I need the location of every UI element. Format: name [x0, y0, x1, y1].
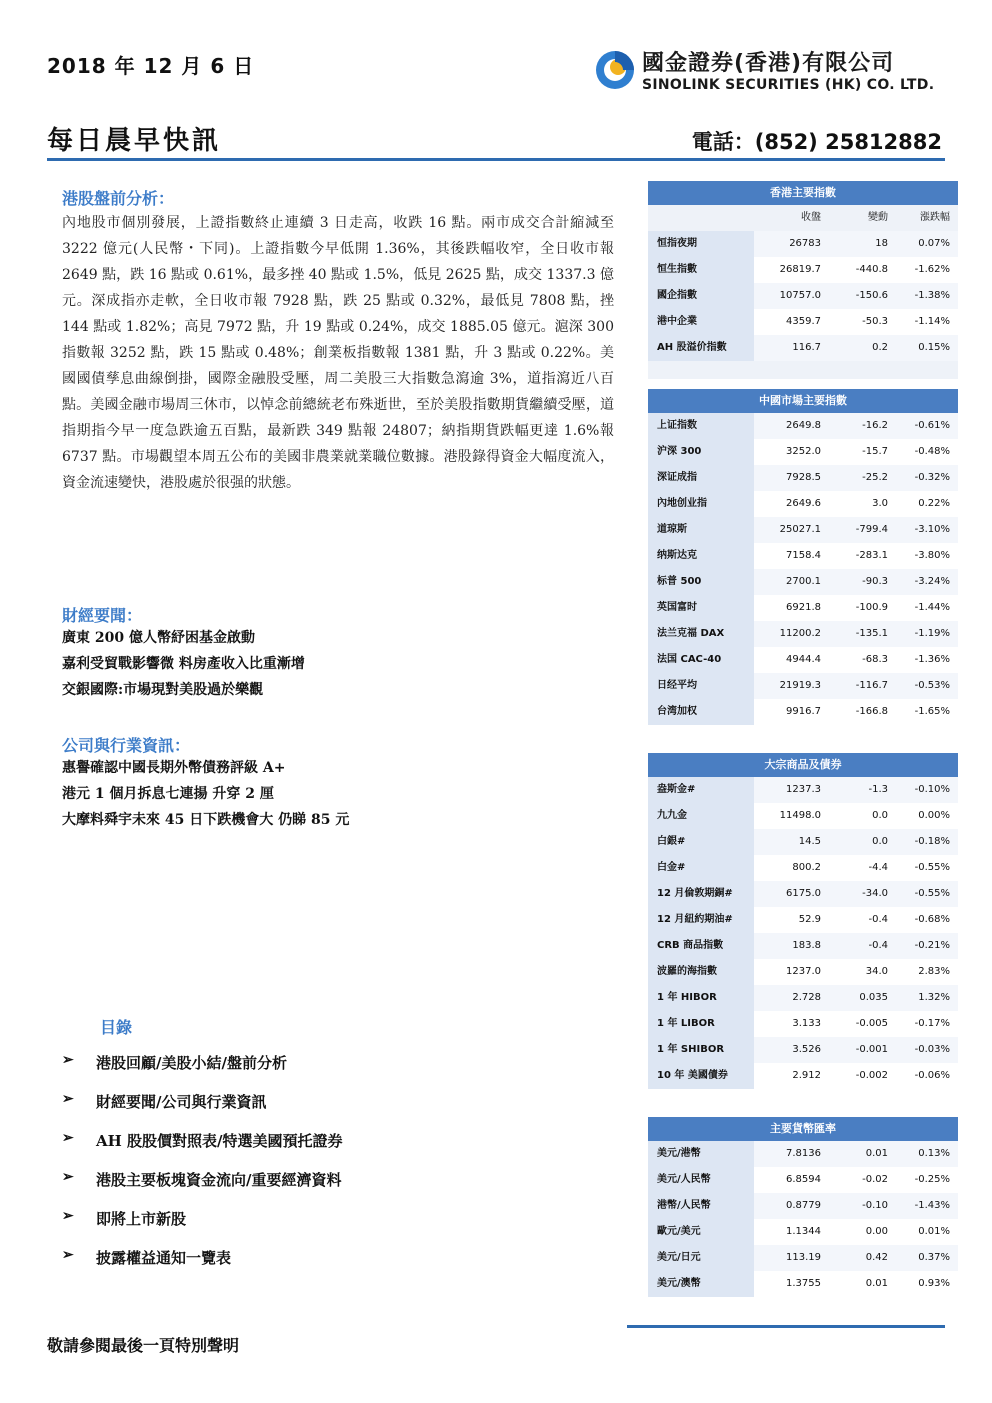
row-change: -4.4	[824, 855, 891, 881]
row-change: -150.6	[824, 283, 891, 309]
row-label: 盎斯金#	[648, 777, 754, 803]
row-pct: -0.18%	[891, 829, 958, 855]
row-pct: -0.68%	[891, 907, 958, 933]
row-close: 1.1344	[754, 1219, 824, 1245]
fx-table	[648, 1117, 958, 1297]
row-pct: -0.17%	[891, 1011, 958, 1037]
row-close: 11498.0	[754, 803, 824, 829]
row-label: 纳斯达克	[648, 543, 754, 569]
row-label: 沪深 300	[648, 439, 754, 465]
finance-news-list	[62, 625, 305, 703]
disclaimer-note[interactable]: 敬請參閱最後一頁特別聲明	[47, 1336, 240, 1355]
table-row	[648, 1167, 958, 1193]
row-close: 2.728	[754, 985, 824, 1011]
row-change: -283.1	[824, 543, 891, 569]
row-label: 1 年 HIBOR	[648, 985, 754, 1011]
row-pct: -0.55%	[891, 855, 958, 881]
table-row	[648, 959, 958, 985]
table-row	[648, 1219, 958, 1245]
table-row	[648, 1063, 958, 1089]
china-index-table-title: 中國市場主要指數	[648, 389, 958, 413]
row-close: 7928.5	[754, 465, 824, 491]
row-close: 26783	[754, 231, 824, 257]
row-close: 4359.7	[754, 309, 824, 335]
row-pct: -1.36%	[891, 647, 958, 673]
row-close: 116.7	[754, 335, 824, 361]
row-change: 0.035	[824, 985, 891, 1011]
table-row	[648, 777, 958, 803]
arrow-bullet-icon: ➢	[62, 1091, 74, 1107]
row-pct: -1.14%	[891, 309, 958, 335]
row-close: 2.912	[754, 1063, 824, 1089]
company-news-item[interactable]: 港元 1 個月拆息七連揚 升穿 2 厘	[62, 786, 274, 802]
row-label: 美元/澳幣	[648, 1271, 754, 1297]
row-pct: -0.61%	[891, 413, 958, 439]
row-label: 12 月紐約期油#	[648, 907, 754, 933]
fx-rows	[648, 1141, 958, 1297]
toc-item-label: 港股回顧/美股小結/盤前分析	[96, 1054, 287, 1072]
column-pct: 漲跌幅	[920, 212, 950, 223]
row-change: -0.10	[824, 1193, 891, 1219]
row-change: 0.01	[824, 1271, 891, 1297]
row-label: 港幣/人民幣	[648, 1193, 754, 1219]
toc-item[interactable]	[62, 1052, 343, 1091]
table-column-header	[648, 205, 958, 231]
row-pct: 2.83%	[891, 959, 958, 985]
row-close: 1237.0	[754, 959, 824, 985]
row-close: 1.3755	[754, 1271, 824, 1297]
row-change: -25.2	[824, 465, 891, 491]
table-row	[648, 543, 958, 569]
table-row	[648, 1271, 958, 1297]
row-close: 10757.0	[754, 283, 824, 309]
row-close: 1237.3	[754, 777, 824, 803]
row-pct: -0.06%	[891, 1063, 958, 1089]
row-close: 14.5	[754, 829, 824, 855]
company-news-item[interactable]: 惠譽確認中國長期外幣債務評級 A+	[62, 760, 286, 776]
row-close: 6.8594	[754, 1167, 824, 1193]
row-pct: -0.55%	[891, 881, 958, 907]
row-label: 道琼斯	[648, 517, 754, 543]
row-change: -0.02	[824, 1167, 891, 1193]
row-change: -799.4	[824, 517, 891, 543]
row-change: 0.00	[824, 1219, 891, 1245]
company-name-cn: 國金證券(香港)有限公司	[642, 51, 895, 76]
table-row	[648, 647, 958, 673]
row-change: -50.3	[824, 309, 891, 335]
table-row	[648, 413, 958, 439]
row-pct: -0.10%	[891, 777, 958, 803]
table-row	[648, 881, 958, 907]
row-close: 4944.4	[754, 647, 824, 673]
row-change: -0.001	[824, 1037, 891, 1063]
row-label: CRB 商品指數	[648, 933, 754, 959]
table-row	[648, 1141, 958, 1167]
table-row	[648, 1193, 958, 1219]
table-row	[648, 1011, 958, 1037]
toc-item-label: 披露權益通知一覽表	[96, 1249, 232, 1267]
hk-index-rows	[648, 231, 958, 361]
finance-news-item[interactable]: 交銀國際:市場現對美股過於樂觀	[62, 682, 264, 698]
row-pct: -1.65%	[891, 699, 958, 725]
row-label: 白金#	[648, 855, 754, 881]
row-pct: -1.62%	[891, 257, 958, 283]
row-change: -16.2	[824, 413, 891, 439]
row-pct: -0.03%	[891, 1037, 958, 1063]
table-row	[648, 933, 958, 959]
hk-analysis-text: 內地股市個別發展，上證指數終止連續 3 日走高，收跌 16 點。兩市成交合計縮減至 3222 億元(人民幣・下同)。上證指數今早低開 1.36%，其後跌幅收窄，全日收市報 2649 點，跌 16 點或 0.61%，最多挫 40 點或 1.5%，低見 2625 點，成交 1337.3 億元。深成指亦走軟，全日收市報 7928 點，跌 25 點或 0.32%，最低見 7808 點，挫 144 點或 1.82%；高見 7972 點，升 19 點或 0.24%，成交 1885.05 億元。滬深 300 指數報 3252 點，跌 15 點或 0.48%；創業板指數報 1381 點，升 3 點或 0.22%。美國國債孳息曲線倒掛，國際金融股受壓，周二美股三大指數急瀉逾 3%，道指瀉近八百點。美國金融市場周三休市，以悼念前總統老布殊逝世，至於美股指數期貨繼續受壓，道指期指今早一度急跌逾五百點，最新跌 349 點報 24807；納指期貨跌幅更達 1.6%報 6737 點。市場觀望本周五公布的美國非農業就業職位數據。港股錄得資金大幅度流入，資金流速變快，港股處於很强的狀態。	[62, 215, 614, 491]
row-label: 美元/人民幣	[648, 1167, 754, 1193]
table-row	[648, 283, 958, 309]
table-row	[648, 1037, 958, 1063]
company-news-item[interactable]: 大摩料舜宇未來 45 日下跌機會大 仍睇 85 元	[62, 812, 350, 828]
toc-item-label: AH 股股價對照表/特選美國預托證券	[96, 1132, 343, 1150]
table-row	[648, 335, 958, 361]
row-pct: 0.07%	[891, 231, 958, 257]
row-pct: -1.43%	[891, 1193, 958, 1219]
row-close: 7.8136	[754, 1141, 824, 1167]
row-pct: 0.93%	[891, 1271, 958, 1297]
finance-news-item[interactable]: 廣東 200 億人幣紓困基金啟動	[62, 630, 255, 646]
row-label: 波羅的海指數	[648, 959, 754, 985]
arrow-bullet-icon: ➢	[62, 1130, 74, 1146]
toc-item[interactable]	[62, 1247, 343, 1286]
arrow-bullet-icon: ➢	[62, 1208, 74, 1224]
row-pct: -3.10%	[891, 517, 958, 543]
row-close: 800.2	[754, 855, 824, 881]
row-change: 34.0	[824, 959, 891, 985]
row-label: 內地创业指	[648, 491, 754, 517]
row-change: 0.42	[824, 1245, 891, 1271]
row-label: 英国富时	[648, 595, 754, 621]
table-row	[648, 985, 958, 1011]
row-change: -0.4	[824, 933, 891, 959]
table-row	[648, 569, 958, 595]
row-close: 183.8	[754, 933, 824, 959]
row-label: 上证指数	[648, 413, 754, 439]
row-close: 3252.0	[754, 439, 824, 465]
table-row	[648, 231, 958, 257]
report-date: 2018 年 12 月 6 日	[47, 54, 255, 78]
commodities-rows	[648, 777, 958, 1089]
table-row	[648, 699, 958, 725]
row-label: 九九金	[648, 803, 754, 829]
table-row	[648, 907, 958, 933]
row-change: -440.8	[824, 257, 891, 283]
finance-news-item[interactable]: 嘉利受貿戰影響微 料房產收入比重漸增	[62, 656, 305, 672]
row-pct: -3.80%	[891, 543, 958, 569]
row-close: 6921.8	[754, 595, 824, 621]
china-index-rows	[648, 413, 958, 725]
row-label: 1 年 LIBOR	[648, 1011, 754, 1037]
company-logo	[595, 46, 955, 98]
china-index-table	[648, 389, 958, 725]
row-close: 3.526	[754, 1037, 824, 1063]
hk-index-table	[648, 181, 958, 379]
toc-item-label: 財經要聞/公司與行業資訊	[96, 1093, 267, 1111]
row-close: 9916.7	[754, 699, 824, 725]
table-row	[648, 803, 958, 829]
arrow-bullet-icon: ➢	[62, 1169, 74, 1185]
row-change: -0.4	[824, 907, 891, 933]
row-change: 0.01	[824, 1141, 891, 1167]
row-label: 台湾加权	[648, 699, 754, 725]
table-row	[648, 621, 958, 647]
row-label: 1 年 SHIBOR	[648, 1037, 754, 1063]
row-change: -34.0	[824, 881, 891, 907]
row-pct: -1.19%	[891, 621, 958, 647]
phone-number: 電話：(852) 25812882	[691, 130, 942, 154]
row-close: 2700.1	[754, 569, 824, 595]
row-close: 2649.8	[754, 413, 824, 439]
row-label: 法国 CAC-40	[648, 647, 754, 673]
row-close: 113.19	[754, 1245, 824, 1271]
row-pct: 0.01%	[891, 1219, 958, 1245]
row-label: 美元/日元	[648, 1245, 754, 1271]
row-label: 美元/港幣	[648, 1141, 754, 1167]
row-close: 21919.3	[754, 673, 824, 699]
row-change: -166.8	[824, 699, 891, 725]
toc-item[interactable]	[62, 1208, 343, 1247]
row-pct: -1.44%	[891, 595, 958, 621]
row-change: 3.0	[824, 491, 891, 517]
row-close: 0.8779	[754, 1193, 824, 1219]
sinolink-logo-icon	[595, 50, 635, 90]
table-row	[648, 829, 958, 855]
row-change: 18	[824, 231, 891, 257]
table-row	[648, 309, 958, 335]
table-row	[648, 491, 958, 517]
row-pct: -0.25%	[891, 1167, 958, 1193]
table-row	[648, 595, 958, 621]
row-label: 标普 500	[648, 569, 754, 595]
row-label: 國企指數	[648, 283, 754, 309]
table-row	[648, 439, 958, 465]
row-change: -0.002	[824, 1063, 891, 1089]
row-label: 歐元/美元	[648, 1219, 754, 1245]
row-change: -116.7	[824, 673, 891, 699]
row-change: 0.0	[824, 829, 891, 855]
row-change: -0.005	[824, 1011, 891, 1037]
row-label: 恒指夜期	[648, 231, 754, 257]
arrow-bullet-icon: ➢	[62, 1247, 74, 1263]
row-label: 深证成指	[648, 465, 754, 491]
row-pct: 0.22%	[891, 491, 958, 517]
footer-divider	[627, 1325, 945, 1328]
row-label: 10 年 美國債券	[648, 1063, 754, 1089]
row-close: 7158.4	[754, 543, 824, 569]
row-change: 0.0	[824, 803, 891, 829]
company-news-heading: 公司與行業資訊：	[62, 736, 191, 755]
row-close: 52.9	[754, 907, 824, 933]
row-pct: -0.32%	[891, 465, 958, 491]
row-pct: -1.38%	[891, 283, 958, 309]
report-title: 每日晨早快訊	[47, 126, 222, 156]
toc-title: 目錄	[100, 1018, 133, 1037]
arrow-bullet-icon: ➢	[62, 1052, 74, 1068]
row-pct: -0.21%	[891, 933, 958, 959]
row-label: 恒生指數	[648, 257, 754, 283]
row-label: AH 股溢价指數	[648, 335, 754, 361]
row-close: 2649.6	[754, 491, 824, 517]
row-label: 法兰克福 DAX	[648, 621, 754, 647]
row-pct: 0.15%	[891, 335, 958, 361]
table-row	[648, 257, 958, 283]
row-pct: -0.48%	[891, 439, 958, 465]
table-row	[648, 855, 958, 881]
row-pct: -3.24%	[891, 569, 958, 595]
row-label: 白銀#	[648, 829, 754, 855]
row-label: 日经平均	[648, 673, 754, 699]
row-close: 3.133	[754, 1011, 824, 1037]
column-change: 變動	[868, 212, 888, 223]
fx-table-title: 主要貨幣匯率	[648, 1117, 958, 1141]
row-close: 11200.2	[754, 621, 824, 647]
row-change: -135.1	[824, 621, 891, 647]
toc-item-label: 港股主要板塊資金流向/重要經濟資料	[96, 1171, 342, 1189]
row-change: -100.9	[824, 595, 891, 621]
row-pct: 0.37%	[891, 1245, 958, 1271]
finance-news-heading: 財經要聞：	[62, 606, 143, 625]
row-change: -90.3	[824, 569, 891, 595]
row-close: 6175.0	[754, 881, 824, 907]
row-change: 0.2	[824, 335, 891, 361]
header-divider	[47, 158, 945, 161]
toc-item[interactable]	[62, 1091, 343, 1130]
row-change: -68.3	[824, 647, 891, 673]
toc-item[interactable]	[62, 1130, 343, 1169]
row-pct: 0.00%	[891, 803, 958, 829]
table-of-contents	[62, 1052, 343, 1286]
table-row	[648, 1245, 958, 1271]
row-pct: 1.32%	[891, 985, 958, 1011]
toc-item-label: 即將上市新股	[96, 1210, 187, 1228]
table-row	[648, 517, 958, 543]
commodities-table	[648, 753, 958, 1089]
company-news-list	[62, 755, 349, 833]
row-pct: -0.53%	[891, 673, 958, 699]
company-name-en: SINOLINK SECURITIES (HK) CO. LTD.	[642, 77, 935, 93]
row-label: 12 月倫敦期銅#	[648, 881, 754, 907]
hk-index-table-title: 香港主要指數	[648, 181, 958, 205]
toc-item[interactable]	[62, 1169, 343, 1208]
table-row	[648, 673, 958, 699]
row-change: -15.7	[824, 439, 891, 465]
column-close: 收盤	[801, 212, 821, 223]
row-close: 26819.7	[754, 257, 824, 283]
row-pct: 0.13%	[891, 1141, 958, 1167]
table-row	[648, 465, 958, 491]
row-label: 港中企業	[648, 309, 754, 335]
row-close: 25027.1	[754, 517, 824, 543]
row-change: -1.3	[824, 777, 891, 803]
hk-analysis-heading: 港股盤前分析：	[62, 189, 175, 208]
commodities-table-title: 大宗商品及債券	[648, 753, 958, 777]
